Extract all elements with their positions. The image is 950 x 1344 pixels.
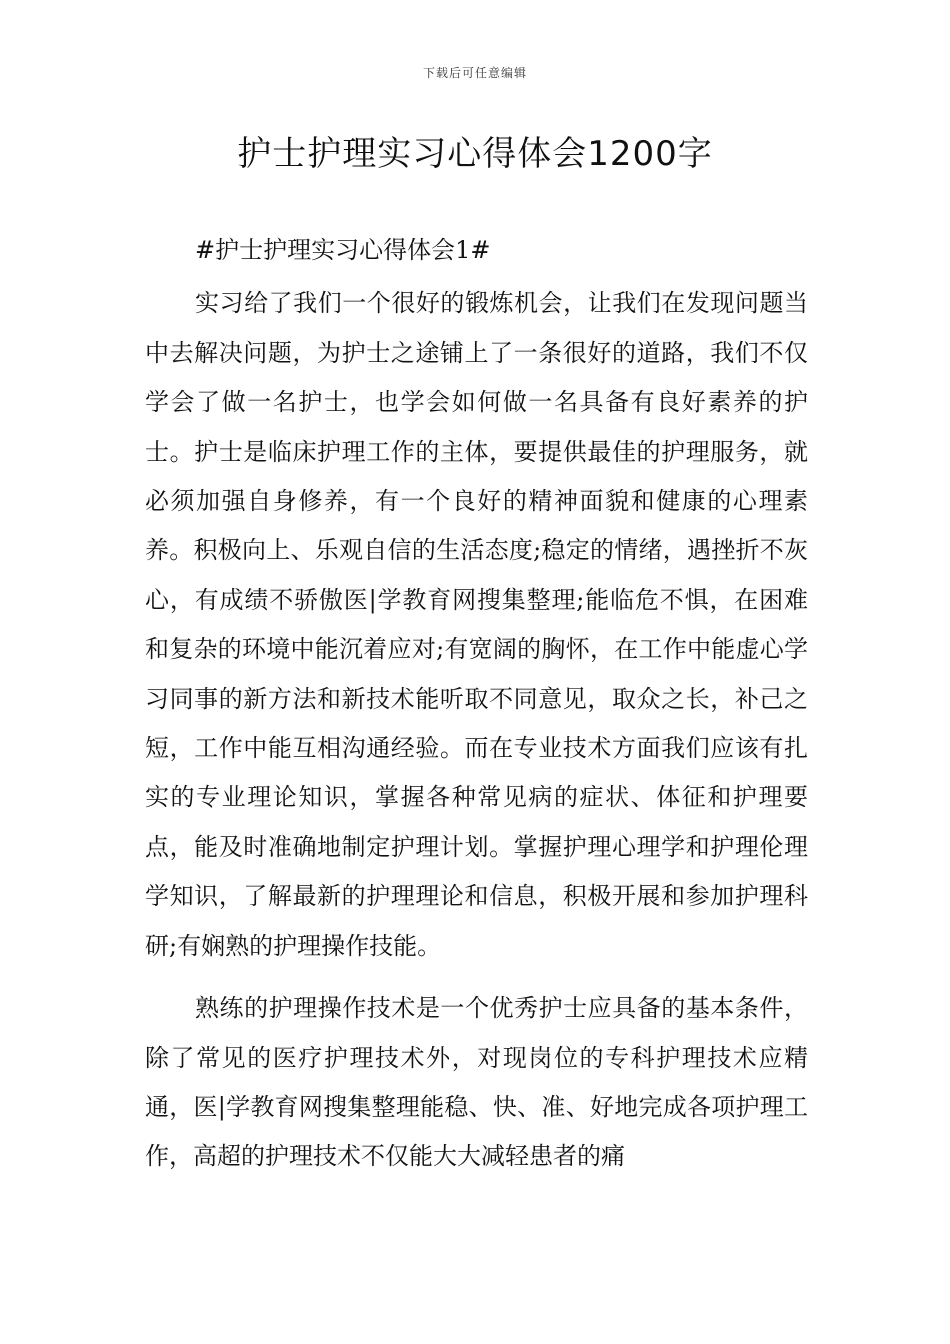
- document-body: [145, 226, 808, 1195]
- body-paragraph-2: 熟练的护理操作技术是一个优秀护士应具备的基本条件，除了常见的医疗护理技术外，对现岗位的专科护理技术应精通，医|学教育网搜集整理能稳、快、准、好地完成各项护理工作，高超的护理技术不仅能大大减轻患者的痛: [145, 994, 808, 1171]
- header-note: 下载后可任意编辑: [422, 66, 527, 80]
- section-heading: #护士护理实习心得体会1#: [195, 236, 491, 264]
- body-paragraph-1: 实习给了我们一个很好的锻炼机会，让我们在发现问题当中去解决问题，为护士之途铺上了一条很好的道路，我们不仅学会了做一名护士，也学会如何做一名具备有良好素养的护士。护士是临床护理工作的主体，要提供最佳的护理服务，就必须加强自身修养，有一个良好的精神面貌和健康的心理素养。积极向上、乐观自信的生活态度;稳定的情绪，遇挫折不灰心，有成绩不骄傲医|学教育网搜集整理;能临危不惧，在困难和复杂的环境中能沉着应对;有宽阔的胸怀，在工作中能虚心学习同事的新方法和新技术能听取不同意见，取众之长，补己之短，工作中能互相沟通经验。而在专业技术方面我们应该有扎实的专业理论知识，掌握各种常见病的症状、体征和护理要点，能及时准确地制定护理计划。掌握护理心理学和护理伦理学知识，了解最新的护理理论和信息，积极开展和参加护理科研;有娴熟的护理操作技能。: [145, 289, 808, 960]
- document-title: 护士护理实习心得体会1200字: [237, 134, 713, 174]
